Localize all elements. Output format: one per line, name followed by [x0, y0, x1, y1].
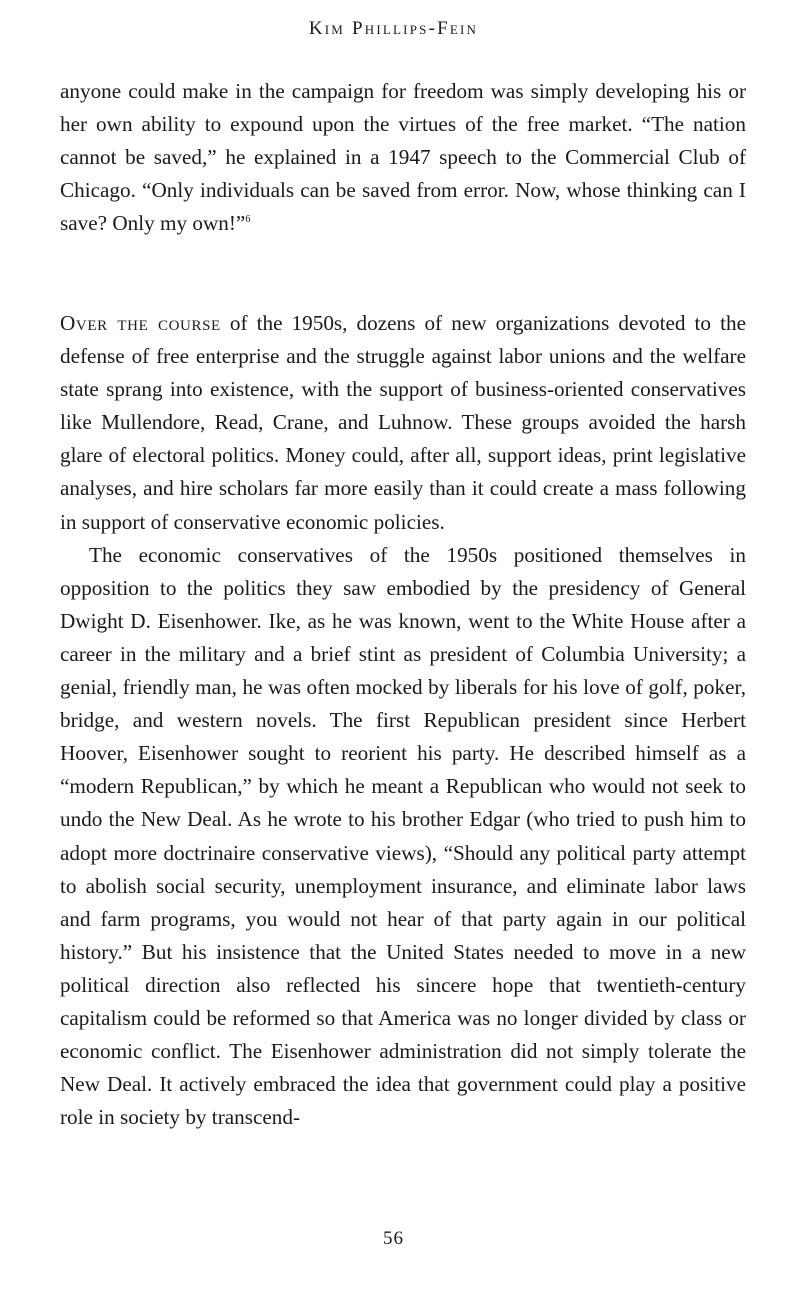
paragraph-2 — [60, 307, 746, 539]
paragraph-3: The economic conservatives of the 1950s positioned themselves in opposition to the politics they saw embodied by the presidency of General Dwight D. Eisenhower. Ike, as he was known, went to the White House after a career in the military and a brief stint as president of Columbia University; a genial, friendly man, he was often mocked by liberals for his love of golf, poker, bridge, and western novels. The first Republican president since Herbert Hoover, Eisenhower sought to reorient his party. He described himself as a “modern Republican,” by which he meant a Republican who would not seek to undo the New Deal. As he wrote to his brother Edgar (who tried to push him to adopt more doctrinaire conservative views), “Should any political party attempt to abolish social security, unemployment insurance, and eliminate labor laws and farm programs, you would not hear of that party again in our political history.” But his insistence that the United States needed to move in a new political direction also reflected his sincere hope that twentieth-century capitalism could be reformed so that America was no longer divided by class or economic conflict. The Eisenhower administration did not simply tolerate the New Deal. It actively embraced the idea that government could play a positive role in society by transcend- — [60, 542, 746, 1130]
footnote-marker: 6 — [245, 214, 251, 226]
paragraph-2-text: of the 1950s, dozens of new organizations devoted to the defense of free enterprise and the struggle against labor unions and the welfare state sprang into existence, with the support of business-oriented conservatives like Mullendore, Read, Crane, and Luhnow. These groups avoided the harsh glare of electoral politics. Money could, after all, support ideas, print legislative analyses, and hire scholars far more easily than it could create a mass following in support of conservative economic policies. — [60, 311, 746, 534]
text-block-main — [60, 307, 746, 1134]
text-block-top — [60, 75, 746, 240]
paragraph-1-text: anyone could make in the campaign for freedom was simply developing his or her own ability to expound upon the virtues of the free market. “The nation cannot be saved,” he explained in a 1947 speech to the Commercial Club of Chicago. “Only individuals can be saved from error. Now, whose thinking can I save? Only my own!” — [60, 79, 746, 236]
running-head: Kim Phillips-Fein — [308, 18, 479, 39]
page-number: 56 — [383, 1228, 404, 1249]
paragraph-1 — [60, 75, 746, 240]
section-lead-in: Over the course — [60, 311, 221, 335]
